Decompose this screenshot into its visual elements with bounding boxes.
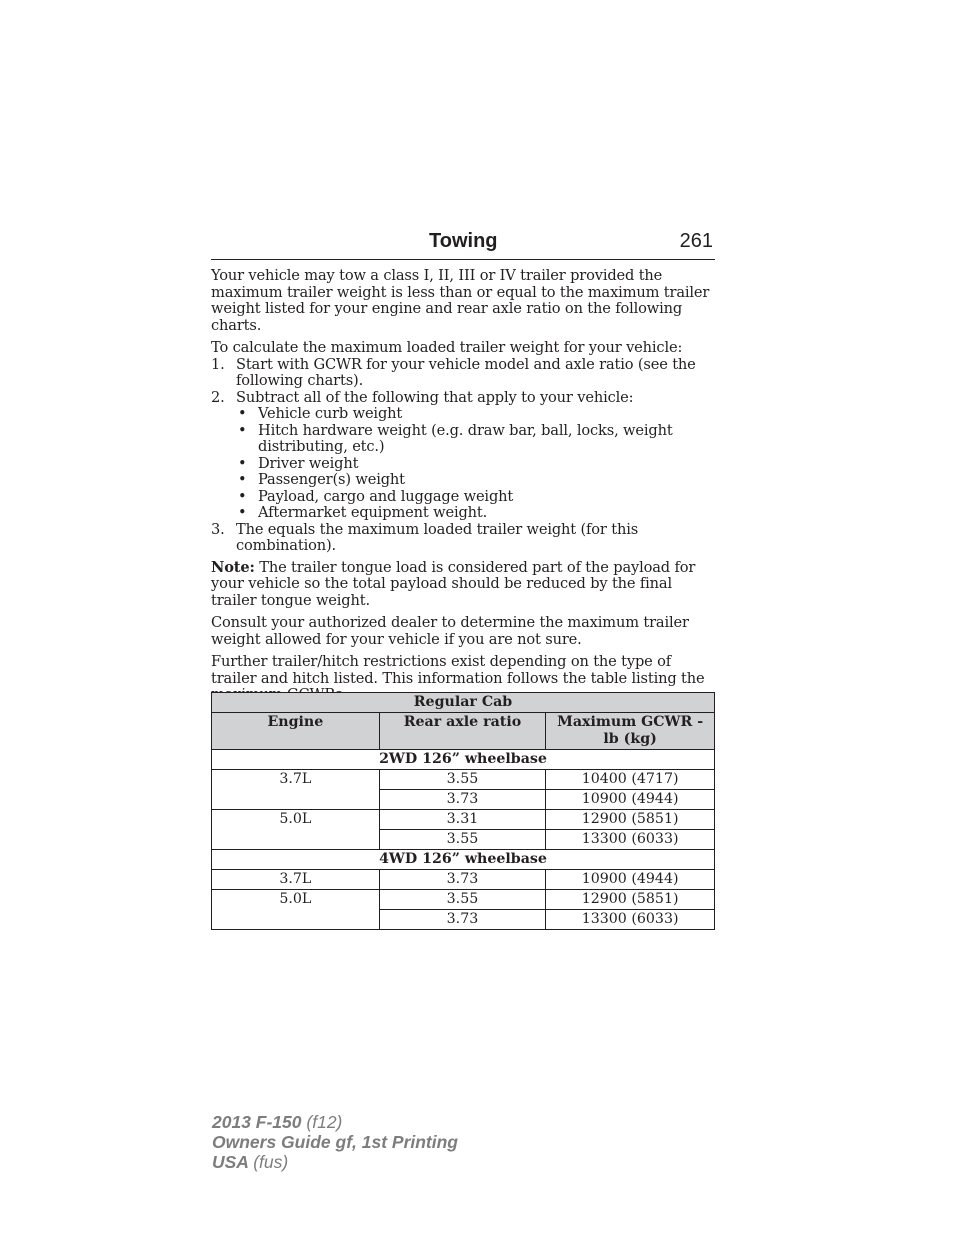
cell-gcwr: 12900 (5851) — [546, 890, 715, 910]
bullet-text: Aftermarket equipment weight. — [258, 504, 488, 521]
cell-gcwr: 12900 (5851) — [546, 810, 715, 830]
bullet-item — [236, 456, 715, 473]
page-number: 261 — [679, 230, 713, 252]
step-item — [211, 522, 715, 555]
cell-gcwr: 13300 (6033) — [546, 830, 715, 850]
cell-ratio: 3.73 — [379, 790, 546, 810]
gcwr-table — [211, 692, 715, 930]
bullet-icon: • — [238, 405, 247, 422]
cell-gcwr: 10900 (4944) — [546, 790, 715, 810]
cell-ratio: 3.31 — [379, 810, 546, 830]
cell-engine — [212, 790, 380, 810]
page-footer — [212, 1112, 458, 1172]
bullet-text: Payload, cargo and luggage weight — [258, 487, 514, 505]
footer-guide-line: Owners Guide gf, 1st Printing — [212, 1132, 458, 1152]
section-row-4wd: 4WD 126” wheelbase — [212, 850, 715, 870]
cell-engine: 3.7L — [212, 770, 380, 790]
bullet-text: Hitch hardware weight (e.g. draw bar, ball, locks, weight distributing, etc.) — [258, 421, 673, 455]
bullet-text: Passenger(s) weight — [258, 471, 405, 488]
footer-market: USA — [212, 1152, 249, 1172]
cell-ratio: 3.55 — [379, 770, 546, 790]
bullet-item — [236, 472, 715, 489]
cell-gcwr: 10900 (4944) — [546, 870, 715, 890]
step-number: 1. — [211, 355, 225, 373]
cell-ratio: 3.55 — [379, 830, 546, 850]
cell-engine: 5.0L — [212, 810, 380, 830]
footer-model: 2013 F-150 — [212, 1112, 302, 1132]
table-row — [212, 770, 715, 790]
cell-gcwr: 10400 (4717) — [546, 770, 715, 790]
further-paragraph: Further trailer/hitch restrictions exist depending on the type of trailer and hitch listed. This information follows the table listing the — [211, 653, 705, 687]
bullet-item — [236, 423, 715, 456]
cell-engine — [212, 910, 380, 930]
footer-model-line — [212, 1112, 458, 1132]
table-row — [212, 910, 715, 930]
consult-paragraph: Consult your authorized dealer to determine the maximum trailer weight allowed for your vehicle if you are not sure. — [211, 614, 689, 648]
cell-engine: 5.0L — [212, 890, 380, 910]
bullet-icon: • — [238, 504, 247, 521]
step-text: Subtract all of the following that apply to your vehicle: — [236, 388, 634, 406]
cell-ratio: 3.73 — [379, 910, 546, 930]
cell-ratio: 3.55 — [379, 890, 546, 910]
bullet-item — [236, 505, 715, 522]
cell-ratio: 3.73 — [379, 870, 546, 890]
page-header — [211, 229, 715, 260]
note-text: The trailer tongue load is considered part of the payload for your vehicle so the total payload should be reduced by the final trailer tongue weight. — [211, 558, 696, 609]
note-paragraph — [211, 560, 715, 610]
bullet-text: Vehicle curb weight — [258, 405, 403, 422]
bullet-item — [236, 406, 715, 423]
table-row — [212, 810, 715, 830]
table-row — [212, 790, 715, 810]
col-header-gcwr: Maximum GCWR - lb (kg) — [546, 713, 715, 750]
footer-model-code: (f12) — [306, 1112, 343, 1132]
cell-engine: 3.7L — [212, 870, 380, 890]
step-item — [211, 390, 715, 522]
bullet-item — [236, 489, 715, 506]
step-number: 2. — [211, 388, 225, 406]
table-title: Regular Cab — [212, 693, 715, 713]
steps-list — [211, 357, 715, 555]
bullet-icon: • — [238, 471, 247, 488]
col-header-engine: Engine — [212, 713, 380, 750]
bullet-icon: • — [238, 421, 247, 439]
footer-market-line — [212, 1152, 458, 1172]
step-number: 3. — [211, 520, 225, 538]
cell-engine — [212, 830, 380, 850]
table-row — [212, 870, 715, 890]
step-text: The equals the maximum loaded trailer weight (for this combination). — [236, 520, 639, 554]
table-row — [212, 830, 715, 850]
calc-intro: To calculate the maximum loaded trailer weight for your vehicle: — [211, 339, 683, 356]
note-label: Note: — [211, 558, 255, 576]
cell-gcwr: 13300 (6033) — [546, 910, 715, 930]
bullet-icon: • — [238, 487, 247, 505]
footer-market-code: (fus) — [253, 1152, 289, 1172]
col-header-ratio: Rear axle ratio — [379, 713, 546, 750]
step-text: Start with GCWR for your vehicle model and axle ratio (see the following charts). — [236, 355, 696, 389]
bullet-icon: • — [238, 454, 247, 472]
section-title: Towing — [429, 230, 498, 252]
subtract-list — [236, 406, 715, 522]
step-item — [211, 357, 715, 390]
intro-paragraph: Your vehicle may tow a class I, II, III or IV trailer provided the maximum trailer weight is less than or equal to the maximum trailer weight listed for your engine and rear axle ratio on the following charts. — [211, 267, 710, 334]
bullet-text: Driver weight — [258, 454, 359, 472]
body-text — [211, 268, 715, 710]
table-row — [212, 890, 715, 910]
section-row-2wd: 2WD 126” wheelbase — [212, 750, 715, 770]
